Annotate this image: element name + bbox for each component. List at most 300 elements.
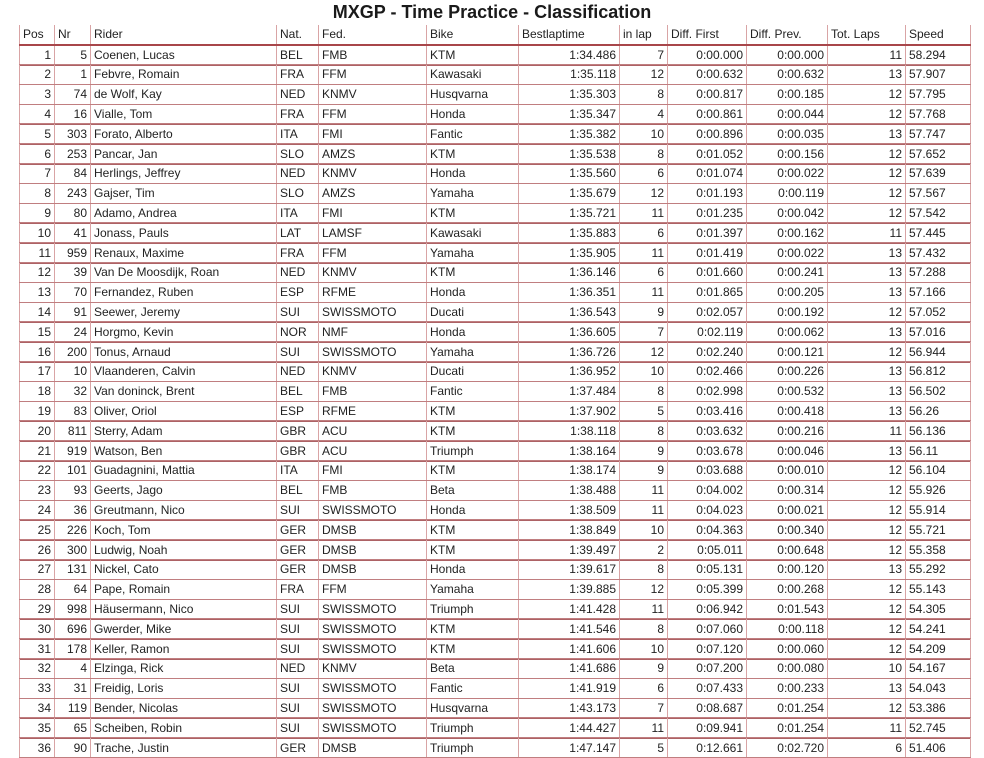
cell-bestlaptime: 1:36.543 [519,302,620,322]
cell-diff-prev: 0:00.042 [747,203,828,223]
cell-nr: 10 [55,362,91,382]
cell-bestlaptime: 1:36.351 [519,282,620,302]
cell-nat: SLO [277,144,319,164]
header-tot-laps: Tot. Laps [828,25,906,45]
cell-nat: BEL [277,480,319,500]
cell-tot-laps: 13 [828,322,906,342]
cell-diff-first: 0:01.660 [668,263,747,283]
cell-pos: 34 [20,698,55,718]
cell-fed: DMSB [319,738,427,758]
cell-pos: 14 [20,302,55,322]
cell-nat: ITA [277,461,319,481]
cell-in-lap: 11 [620,718,668,738]
cell-rider: Adamo, Andrea [91,203,277,223]
cell-in-lap: 12 [620,65,668,85]
cell-fed: AMZS [319,144,427,164]
cell-diff-prev: 0:00.226 [747,362,828,382]
cell-nat: SUI [277,639,319,659]
cell-speed: 55.721 [906,520,971,540]
cell-bike: Beta [427,480,519,500]
cell-tot-laps: 12 [828,203,906,223]
cell-bike: KTM [427,540,519,560]
cell-tot-laps: 13 [828,243,906,263]
cell-in-lap: 7 [620,322,668,342]
cell-fed: SWISSMOTO [319,500,427,520]
cell-tot-laps: 13 [828,362,906,382]
cell-bestlaptime: 1:36.146 [519,263,620,283]
cell-tot-laps: 12 [828,342,906,362]
cell-in-lap: 8 [620,421,668,441]
cell-nat: FRA [277,65,319,85]
cell-bestlaptime: 1:38.509 [519,500,620,520]
cell-speed: 54.305 [906,599,971,619]
cell-in-lap: 11 [620,282,668,302]
cell-tot-laps: 12 [828,579,906,599]
cell-rider: Scheiben, Robin [91,718,277,738]
cell-diff-first: 0:02.057 [668,302,747,322]
cell-tot-laps: 12 [828,144,906,164]
cell-nat: SLO [277,183,319,203]
page-title: MXGP - Time Practice - Classification [332,2,652,22]
cell-diff-first: 0:07.120 [668,639,747,659]
cell-rider: Geerts, Jago [91,480,277,500]
cell-diff-first: 0:00.632 [668,65,747,85]
cell-nat: NED [277,362,319,382]
header-rider: Rider [91,25,277,45]
table-row [20,302,971,322]
table-row [20,540,971,560]
cell-bike: Ducati [427,302,519,322]
cell-diff-prev: 0:01.254 [747,698,828,718]
cell-diff-prev: 0:01.543 [747,599,828,619]
cell-speed: 57.747 [906,124,971,144]
table-row [20,282,971,302]
cell-diff-prev: 0:00.185 [747,84,828,104]
cell-bestlaptime: 1:36.726 [519,342,620,362]
cell-diff-prev: 0:00.156 [747,144,828,164]
cell-bestlaptime: 1:38.174 [519,461,620,481]
cell-bestlaptime: 1:35.382 [519,124,620,144]
cell-tot-laps: 6 [828,738,906,758]
cell-bike: Honda [427,164,519,184]
table-row [20,738,971,758]
table-row [20,520,971,540]
cell-nat: GER [277,540,319,560]
cell-diff-first: 0:04.002 [668,480,747,500]
cell-rider: Bender, Nicolas [91,698,277,718]
cell-tot-laps: 13 [828,560,906,580]
cell-rider: Van De Moosdijk, Roan [91,263,277,283]
cell-tot-laps: 11 [828,45,906,65]
cell-tot-laps: 12 [828,619,906,639]
cell-nat: FRA [277,104,319,124]
cell-speed: 57.052 [906,302,971,322]
cell-nr: 998 [55,599,91,619]
cell-fed: SWISSMOTO [319,302,427,322]
header-nr: Nr [55,25,91,45]
cell-nr: 64 [55,579,91,599]
cell-fed: AMZS [319,183,427,203]
cell-nat: ITA [277,124,319,144]
cell-fed: FMB [319,45,427,65]
cell-nr: 80 [55,203,91,223]
cell-pos: 18 [20,381,55,401]
cell-in-lap: 11 [620,203,668,223]
cell-in-lap: 8 [620,560,668,580]
cell-pos: 23 [20,480,55,500]
cell-tot-laps: 13 [828,263,906,283]
cell-bike: Kawasaki [427,223,519,243]
cell-diff-prev: 0:00.418 [747,401,828,421]
cell-nr: 1 [55,65,91,85]
cell-bike: KTM [427,144,519,164]
cell-pos: 2 [20,65,55,85]
cell-bestlaptime: 1:38.164 [519,441,620,461]
cell-bike: KTM [427,203,519,223]
cell-pos: 31 [20,639,55,659]
cell-tot-laps: 12 [828,302,906,322]
table-row [20,243,971,263]
cell-nr: 101 [55,461,91,481]
cell-rider: Jonass, Pauls [91,223,277,243]
cell-speed: 54.241 [906,619,971,639]
cell-rider: Oliver, Oriol [91,401,277,421]
cell-nr: 4 [55,659,91,679]
cell-pos: 29 [20,599,55,619]
cell-tot-laps: 11 [828,718,906,738]
header-in-lap: in lap [620,25,668,45]
cell-rider: Pancar, Jan [91,144,277,164]
cell-pos: 22 [20,461,55,481]
cell-diff-first: 0:02.240 [668,342,747,362]
cell-fed: SWISSMOTO [319,639,427,659]
cell-tot-laps: 12 [828,461,906,481]
cell-tot-laps: 13 [828,282,906,302]
cell-fed: FMI [319,461,427,481]
cell-bike: Beta [427,659,519,679]
cell-bestlaptime: 1:44.427 [519,718,620,738]
cell-diff-first: 0:02.119 [668,322,747,342]
cell-bestlaptime: 1:35.721 [519,203,620,223]
cell-rider: Coenen, Lucas [91,45,277,65]
cell-bike: KTM [427,461,519,481]
table-row [20,461,971,481]
cell-diff-prev: 0:00.062 [747,322,828,342]
cell-bike: Honda [427,500,519,520]
cell-speed: 54.043 [906,678,971,698]
cell-diff-first: 0:03.678 [668,441,747,461]
cell-in-lap: 11 [620,599,668,619]
cell-fed: SWISSMOTO [319,619,427,639]
cell-nr: 696 [55,619,91,639]
cell-nat: GER [277,520,319,540]
cell-fed: FFM [319,65,427,85]
cell-tot-laps: 12 [828,698,906,718]
cell-nat: FRA [277,579,319,599]
cell-tot-laps: 12 [828,520,906,540]
cell-rider: Vlaanderen, Calvin [91,362,277,382]
cell-bestlaptime: 1:35.883 [519,223,620,243]
cell-pos: 28 [20,579,55,599]
cell-nat: BEL [277,381,319,401]
cell-diff-first: 0:07.433 [668,678,747,698]
cell-pos: 26 [20,540,55,560]
cell-tot-laps: 12 [828,540,906,560]
cell-diff-prev: 0:00.000 [747,45,828,65]
cell-rider: Herlings, Jeffrey [91,164,277,184]
cell-bestlaptime: 1:43.173 [519,698,620,718]
cell-nr: 36 [55,500,91,520]
cell-bestlaptime: 1:37.484 [519,381,620,401]
cell-fed: SWISSMOTO [319,599,427,619]
cell-nr: 16 [55,104,91,124]
cell-diff-first: 0:06.942 [668,599,747,619]
cell-tot-laps: 12 [828,599,906,619]
cell-diff-prev: 0:00.268 [747,579,828,599]
cell-diff-prev: 0:00.632 [747,65,828,85]
cell-bike: Ducati [427,362,519,382]
cell-bestlaptime: 1:35.347 [519,104,620,124]
cell-diff-prev: 0:00.022 [747,164,828,184]
cell-nr: 5 [55,45,91,65]
cell-speed: 51.406 [906,738,971,758]
cell-fed: SWISSMOTO [319,678,427,698]
cell-bestlaptime: 1:36.605 [519,322,620,342]
table-header-row [20,25,971,45]
cell-fed: DMSB [319,540,427,560]
cell-fed: FMI [319,124,427,144]
table-row [20,619,971,639]
cell-nat: SUI [277,718,319,738]
cell-in-lap: 11 [620,243,668,263]
cell-bestlaptime: 1:35.538 [519,144,620,164]
cell-rider: Pape, Romain [91,579,277,599]
table-row [20,441,971,461]
header-nat: Nat. [277,25,319,45]
cell-speed: 57.288 [906,263,971,283]
cell-in-lap: 4 [620,104,668,124]
cell-pos: 1 [20,45,55,65]
cell-nr: 303 [55,124,91,144]
cell-pos: 13 [20,282,55,302]
cell-diff-first: 0:08.687 [668,698,747,718]
cell-nat: SUI [277,302,319,322]
cell-diff-first: 0:05.399 [668,579,747,599]
table-row [20,223,971,243]
cell-tot-laps: 12 [828,164,906,184]
cell-in-lap: 10 [620,639,668,659]
cell-in-lap: 7 [620,45,668,65]
cell-nr: 90 [55,738,91,758]
cell-bestlaptime: 1:41.686 [519,659,620,679]
cell-fed: KNMV [319,164,427,184]
cell-rider: Gwerder, Mike [91,619,277,639]
cell-bestlaptime: 1:35.679 [519,183,620,203]
cell-rider: Sterry, Adam [91,421,277,441]
cell-bestlaptime: 1:39.497 [519,540,620,560]
cell-speed: 57.016 [906,322,971,342]
cell-diff-first: 0:02.998 [668,381,747,401]
cell-nat: GER [277,738,319,758]
cell-nr: 65 [55,718,91,738]
cell-bike: Triumph [427,599,519,619]
cell-rider: Forato, Alberto [91,124,277,144]
cell-speed: 55.358 [906,540,971,560]
cell-nat: NED [277,84,319,104]
cell-in-lap: 12 [620,342,668,362]
cell-rider: de Wolf, Kay [91,84,277,104]
cell-bike: KTM [427,263,519,283]
cell-diff-prev: 0:00.314 [747,480,828,500]
table-row [20,599,971,619]
cell-bike: KTM [427,45,519,65]
cell-rider: Horgmo, Kevin [91,322,277,342]
cell-diff-first: 0:01.074 [668,164,747,184]
cell-bestlaptime: 1:34.486 [519,45,620,65]
cell-rider: Freidig, Loris [91,678,277,698]
cell-rider: Elzinga, Rick [91,659,277,679]
cell-pos: 30 [20,619,55,639]
cell-bestlaptime: 1:38.118 [519,421,620,441]
cell-speed: 58.294 [906,45,971,65]
cell-in-lap: 10 [620,124,668,144]
header-fed: Fed. [319,25,427,45]
cell-diff-prev: 0:01.254 [747,718,828,738]
cell-diff-first: 0:09.941 [668,718,747,738]
table-row [20,124,971,144]
cell-tot-laps: 13 [828,441,906,461]
table-row [20,421,971,441]
cell-nr: 24 [55,322,91,342]
cell-pos: 32 [20,659,55,679]
cell-nat: SUI [277,678,319,698]
cell-fed: FMB [319,480,427,500]
cell-diff-prev: 0:00.233 [747,678,828,698]
cell-bestlaptime: 1:35.118 [519,65,620,85]
cell-tot-laps: 11 [828,421,906,441]
cell-speed: 57.639 [906,164,971,184]
cell-in-lap: 5 [620,738,668,758]
cell-nat: NED [277,164,319,184]
cell-rider: Febvre, Romain [91,65,277,85]
cell-fed: LAMSF [319,223,427,243]
cell-fed: FFM [319,579,427,599]
cell-nat: SUI [277,619,319,639]
cell-bike: Fantic [427,381,519,401]
cell-diff-first: 0:05.011 [668,540,747,560]
cell-bestlaptime: 1:47.147 [519,738,620,758]
cell-rider: Guadagnini, Mattia [91,461,277,481]
table-row [20,203,971,223]
cell-pos: 20 [20,421,55,441]
cell-bestlaptime: 1:41.546 [519,619,620,639]
cell-fed: SWISSMOTO [319,698,427,718]
cell-bike: Triumph [427,718,519,738]
table-row [20,381,971,401]
cell-rider: Vialle, Tom [91,104,277,124]
table-row [20,263,971,283]
cell-pos: 15 [20,322,55,342]
cell-fed: FMI [319,203,427,223]
header-diff-first: Diff. First [668,25,747,45]
cell-pos: 12 [20,263,55,283]
cell-speed: 56.26 [906,401,971,421]
cell-nat: GBR [277,441,319,461]
cell-diff-first: 0:03.632 [668,421,747,441]
cell-in-lap: 10 [620,362,668,382]
cell-nat: NOR [277,322,319,342]
table-row [20,560,971,580]
table-row [20,183,971,203]
cell-bestlaptime: 1:36.952 [519,362,620,382]
cell-diff-first: 0:00.817 [668,84,747,104]
cell-diff-prev: 0:00.046 [747,441,828,461]
cell-nr: 74 [55,84,91,104]
cell-diff-first: 0:00.896 [668,124,747,144]
cell-fed: DMSB [319,520,427,540]
cell-diff-first: 0:03.688 [668,461,747,481]
cell-bike: KTM [427,619,519,639]
header-pos: Pos [20,25,55,45]
cell-pos: 24 [20,500,55,520]
cell-rider: Ludwig, Noah [91,540,277,560]
cell-in-lap: 8 [620,144,668,164]
cell-rider: Van doninck, Brent [91,381,277,401]
cell-bike: Yamaha [427,183,519,203]
cell-bestlaptime: 1:38.488 [519,480,620,500]
cell-tot-laps: 11 [828,223,906,243]
cell-diff-first: 0:02.466 [668,362,747,382]
cell-diff-first: 0:04.363 [668,520,747,540]
cell-in-lap: 8 [620,84,668,104]
cell-bike: Fantic [427,678,519,698]
cell-fed: SWISSMOTO [319,342,427,362]
cell-fed: ACU [319,421,427,441]
cell-in-lap: 10 [620,520,668,540]
cell-nr: 41 [55,223,91,243]
cell-pos: 7 [20,164,55,184]
cell-pos: 36 [20,738,55,758]
cell-bike: Honda [427,322,519,342]
cell-in-lap: 12 [620,183,668,203]
cell-in-lap: 11 [620,480,668,500]
cell-bike: Yamaha [427,579,519,599]
cell-tot-laps: 12 [828,500,906,520]
cell-nat: LAT [277,223,319,243]
cell-in-lap: 12 [620,579,668,599]
cell-pos: 16 [20,342,55,362]
cell-speed: 55.143 [906,579,971,599]
cell-tot-laps: 13 [828,678,906,698]
cell-diff-first: 0:07.200 [668,659,747,679]
cell-diff-prev: 0:00.120 [747,560,828,580]
cell-diff-first: 0:04.023 [668,500,747,520]
header-speed: Speed [906,25,971,45]
cell-fed: RFME [319,282,427,302]
cell-nr: 32 [55,381,91,401]
cell-diff-prev: 0:00.060 [747,639,828,659]
cell-nat: ITA [277,203,319,223]
cell-bestlaptime: 1:35.303 [519,84,620,104]
cell-speed: 55.914 [906,500,971,520]
cell-speed: 56.11 [906,441,971,461]
header-bike: Bike [427,25,519,45]
cell-in-lap: 9 [620,302,668,322]
cell-nr: 91 [55,302,91,322]
cell-diff-prev: 0:00.119 [747,183,828,203]
cell-nr: 83 [55,401,91,421]
cell-tot-laps: 12 [828,639,906,659]
